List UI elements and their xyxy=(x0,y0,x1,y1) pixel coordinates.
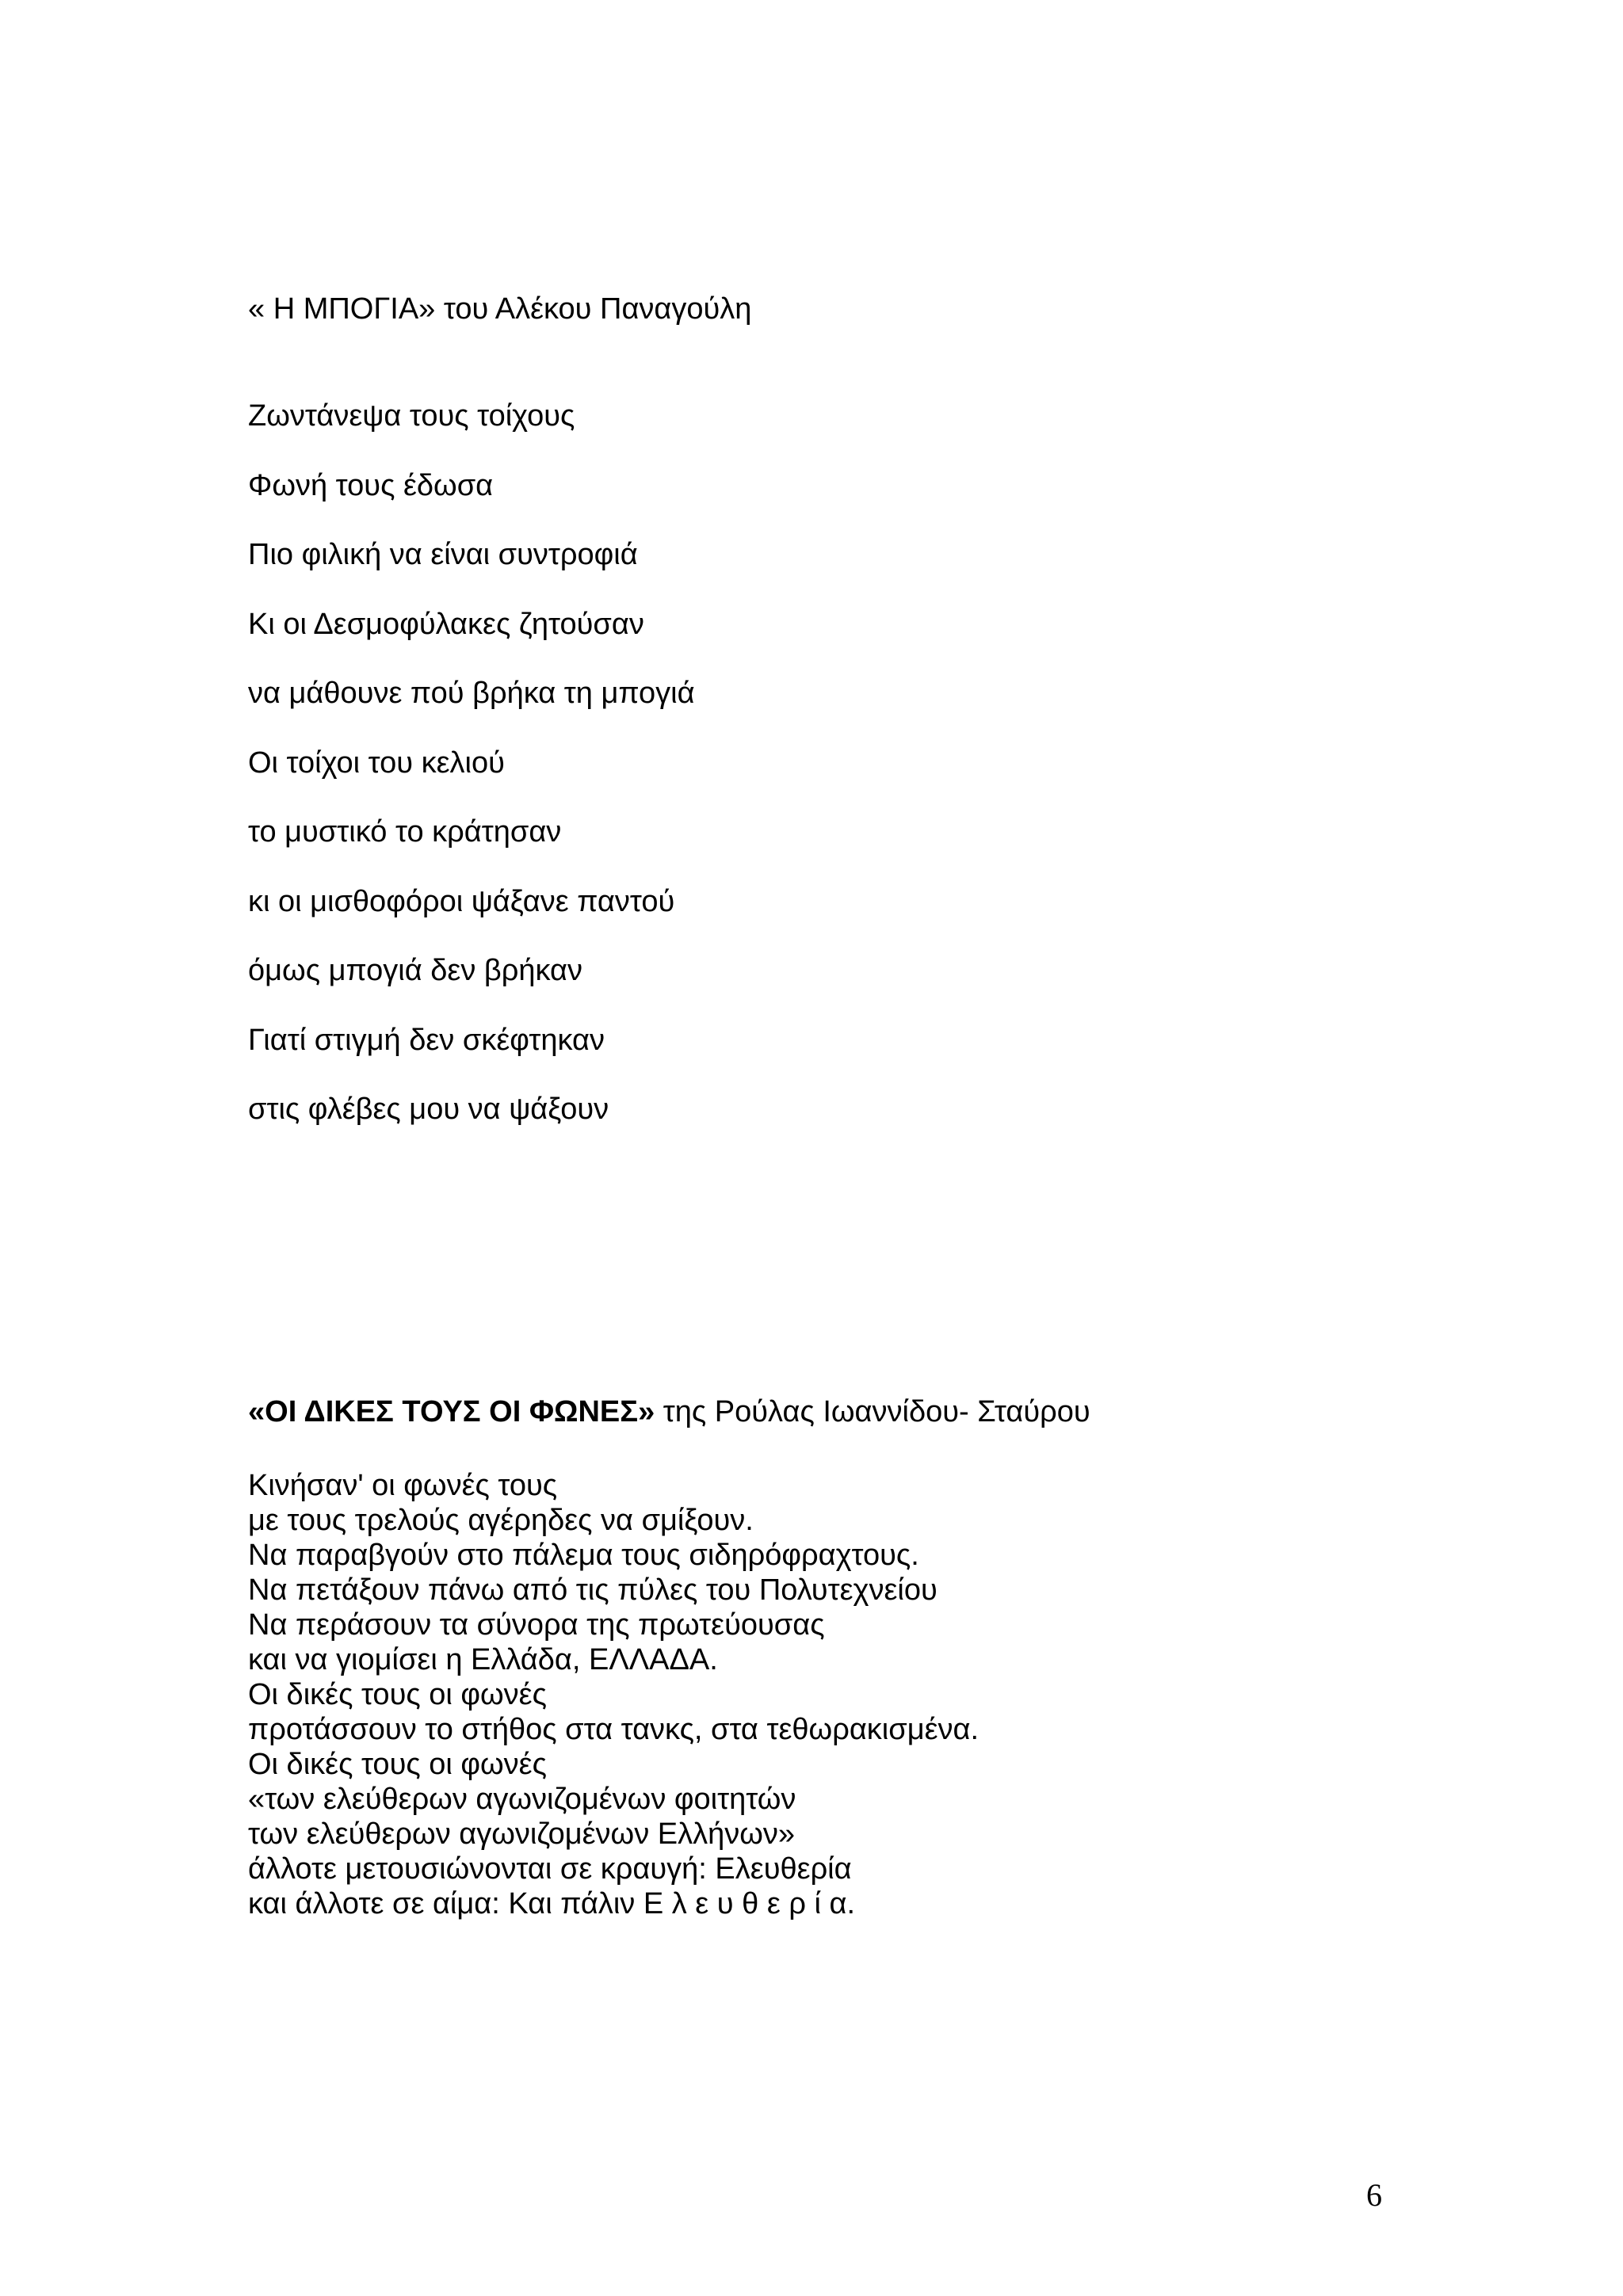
poem-line: και να γιομίσει η Ελλάδα, ΕΛΛΑΔΑ. xyxy=(248,1643,718,1676)
poem-line: Οι δικές τους οι φωνές xyxy=(248,1748,547,1781)
poem-line: άλλοτε μετουσιώνονται σε κραυγή: Ελευθερία xyxy=(248,1852,852,1886)
poem-line: Κι οι Δεσμοφύλακες ζητούσαν xyxy=(248,607,644,641)
poem-line: Να παραβγούν στο πάλεμα τους σιδηρόφραχτους. xyxy=(248,1539,919,1572)
poem-line: Γιατί στιγμή δεν σκέφτηκαν xyxy=(248,1023,605,1057)
poem-line: Να περάσουν τα σύνορα της πρωτεύουσας xyxy=(248,1608,825,1642)
poem-line: Πιο φιλική να είναι συντροφιά xyxy=(248,538,638,571)
poem-line: Οι τοίχοι του κελιού xyxy=(248,746,505,780)
poem-body-mpogia xyxy=(248,399,695,1161)
poem-title-fones xyxy=(248,1394,1090,1429)
poem-title-mpogia: « Η ΜΠΟΓΙΑ» του Αλέκου Παναγούλη xyxy=(248,292,752,326)
poem-line: των ελεύθερων αγωνιζομένων Ελλήνων» xyxy=(248,1817,796,1851)
poem-line: κι οι μισθοφόροι ψάξανε παντού xyxy=(248,884,675,918)
poem-title-bold: «ΟΙ ΔΙΚΕΣ ΤΟΥΣ ΟΙ ΦΩΝΕΣ» xyxy=(248,1395,655,1428)
page-number: 6 xyxy=(1366,2177,1382,2213)
poem-line: να μάθουνε πού βρήκα τη μπογιά xyxy=(248,677,695,710)
poem-body-fones xyxy=(248,1468,979,1921)
poem-title-author: της Ρούλας Ιωαννίδου- Σταύρου xyxy=(655,1395,1090,1428)
poem-line: Κινήσαν' οι φωνές τους xyxy=(248,1469,558,1502)
poem-line: στις φλέβες μου να ψάξουν xyxy=(248,1093,609,1126)
poem-line: και άλλοτε σε αίμα: Και πάλιν Ε λ ε υ θ ε ρ ί α. xyxy=(248,1887,856,1920)
poem-line: όμως μπογιά δεν βρήκαν xyxy=(248,954,583,987)
poem-line: «των ελεύθερων αγωνιζομένων φοιτητών xyxy=(248,1783,796,1816)
poem-line: με τους τρελούς αγέρηδες να σμίξουν. xyxy=(248,1504,754,1537)
poem-line: Να πετάξουν πάνω από τις πύλες του Πολυτεχνείου xyxy=(248,1573,938,1607)
poem-line: το μυστικό το κράτησαν xyxy=(248,815,562,849)
poem-line: προτάσσουν το στήθος στα τανκς, στα τεθωρακισμένα. xyxy=(248,1713,980,1746)
poem-line: Φωνή τους έδωσα xyxy=(248,468,494,502)
poem-line: Οι δικές τους οι φωνές xyxy=(248,1678,547,1711)
poem-line: Ζωντάνεψα τους τοίχους xyxy=(248,399,575,433)
